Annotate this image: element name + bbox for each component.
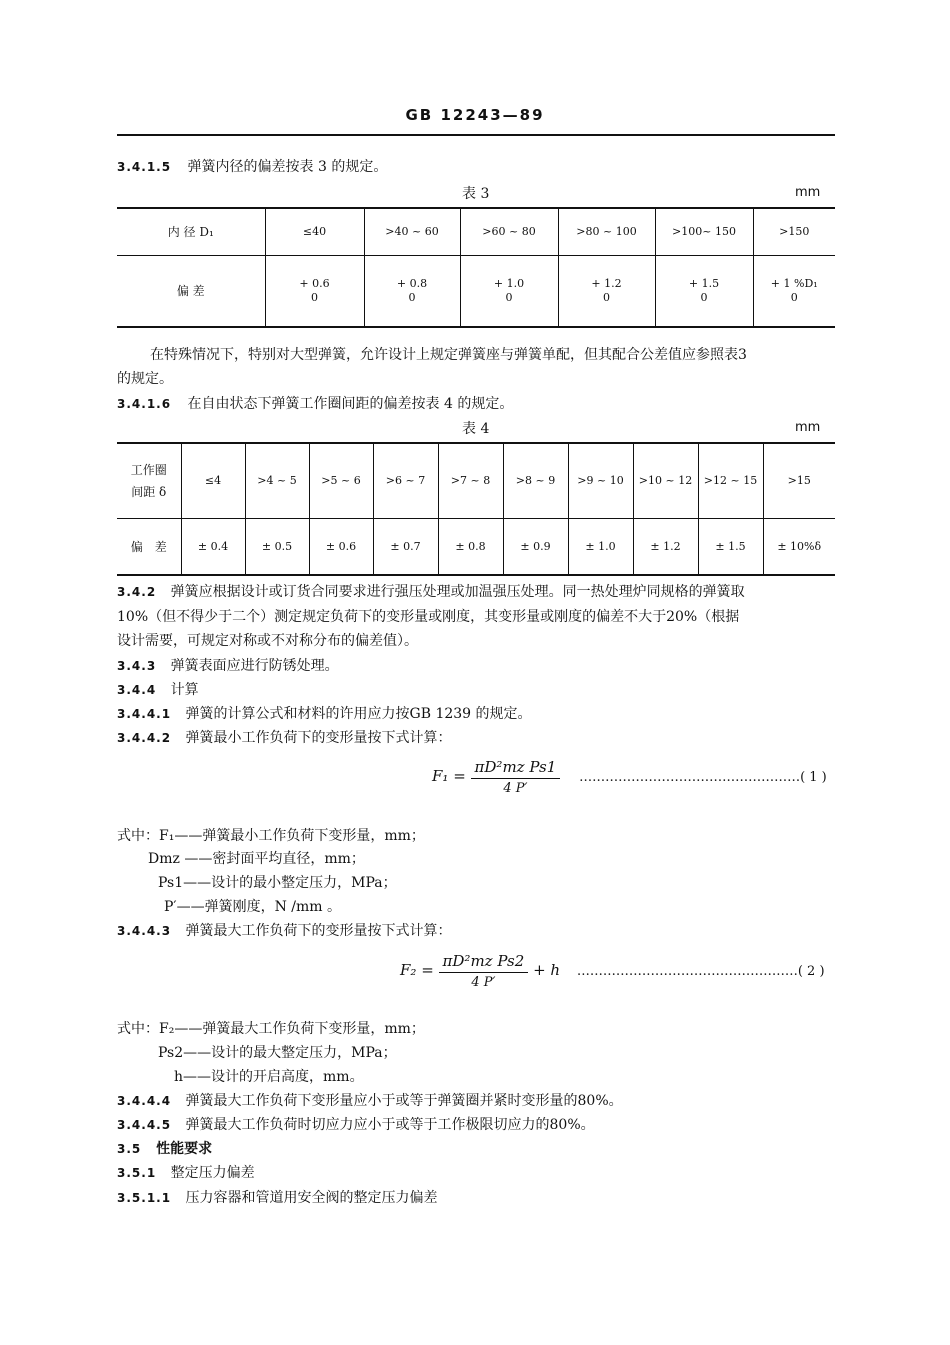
formula-lhs: F₁ = — [432, 767, 466, 785]
clause-text: 弹簧的计算公式和材料的许用应力按GB 1239 的规定。 — [185, 706, 532, 722]
where-item: Ps1——设计的最小整定压力，MPa； — [158, 875, 397, 891]
table3-cell — [265, 255, 364, 327]
clause-number: 3.4.1.6 — [117, 397, 172, 411]
where-intro: 式中： — [117, 828, 159, 844]
clause-number: 3.4.4.1 — [117, 707, 172, 721]
clause-number: 3.4.4 — [117, 683, 157, 697]
clause-text: 压力容器和管道用安全阀的整定压力偏差 — [185, 1190, 438, 1206]
table3-cell: ≤40 — [265, 208, 364, 255]
table4-cell: ± 0.7 — [373, 518, 438, 575]
clause-text: 弹簧表面应进行防锈处理。 — [170, 658, 339, 674]
formula-number: ( 1 ) — [800, 770, 827, 785]
clause-text: 弹簧应根据设计或订货合同要求进行强压处理或加温强压处理。同一热处理炉同规格的弹簧取 — [170, 584, 745, 600]
table3-cell — [753, 255, 835, 327]
table4-cell: >5 ~ 6 — [309, 443, 373, 518]
table4-cell: ± 0.6 — [309, 518, 373, 575]
clause-3-4-4-3 — [117, 920, 452, 940]
clause-3-4-4-5 — [117, 1114, 595, 1134]
clause-3-4-4-1 — [117, 703, 532, 723]
clause-number: 3.4.4.4 — [117, 1094, 172, 1108]
dev-upper: + 1.5 — [688, 276, 720, 290]
table4-row-label-coil-spacing — [117, 443, 181, 518]
formula-leader-dots: …………………………………………… — [579, 770, 801, 785]
formula-denominator: 4 P′ — [503, 781, 528, 796]
table3-unit: mm — [795, 185, 821, 200]
table4-row-label-deviation: 偏 差 — [130, 539, 167, 554]
formula-numerator: πD²mz Ps1 — [471, 758, 561, 779]
table3-cell — [460, 255, 558, 327]
table4-cell: ± 10%δ — [763, 518, 835, 575]
table3-cell: >150 — [753, 208, 835, 255]
where-item: h——设计的开启高度，mm。 — [174, 1069, 364, 1085]
dev-lower: 0 — [790, 290, 798, 304]
table3-cell: >40 ~ 60 — [364, 208, 460, 255]
table4-cell: >9 ~ 10 — [568, 443, 633, 518]
clause-number: 3.5.1.1 — [117, 1191, 172, 1205]
formula-extra-term: + h — [533, 961, 561, 979]
table4-caption: 表 4 — [462, 421, 490, 437]
clause-text: 弹簧最小工作负荷下的变形量按下式计算： — [185, 730, 452, 746]
dev-upper: + 0.6 — [299, 276, 330, 290]
formula-numerator: πD²mz Ps2 — [439, 952, 529, 973]
table3-cell — [364, 255, 460, 327]
table4-cell: ± 1.5 — [698, 518, 763, 575]
clause-number: 3.4.4.2 — [117, 731, 172, 745]
where-block-2-intro — [117, 1018, 425, 1038]
formula-lhs: F₂ = — [400, 961, 434, 979]
table4-cell: ± 0.9 — [503, 518, 568, 575]
table4-cell: ≤4 — [181, 443, 245, 518]
table3-cell — [655, 255, 753, 327]
table3-row-label-inner-diameter: 内 径 D₁ — [117, 208, 265, 255]
label-line: 间距 δ — [131, 484, 167, 499]
clause-number: 3.4.3 — [117, 659, 157, 673]
clause-3-4-1-6 — [117, 393, 513, 413]
table3-row-label-deviation: 偏 差 — [176, 284, 205, 299]
clause-3-4-2-line3: 设计需要，可规定对称或不对称分布的偏差值）。 — [117, 633, 418, 649]
dev-lower: 0 — [311, 290, 318, 304]
table-3 — [117, 207, 835, 328]
paragraph-special-case-line1: 在特殊情况下，特别对大型弹簧，允许设计上规定弹簧座与弹簧单配，但其配合公差值应参照表3 — [150, 347, 747, 363]
clause-3-4-4-4 — [117, 1090, 623, 1110]
table-row — [117, 518, 835, 575]
table4-cell: ± 0.5 — [245, 518, 309, 575]
clause-3-4-1-5 — [117, 156, 387, 176]
table4-unit: mm — [795, 420, 821, 435]
table-row — [117, 208, 835, 255]
table4-cell: >15 — [763, 443, 835, 518]
table-row — [117, 443, 835, 518]
table3-caption: 表 3 — [462, 186, 490, 202]
clause-3-5-1 — [117, 1162, 255, 1182]
dev-upper: + 1 %D₁ — [770, 276, 818, 290]
formula-fraction — [471, 758, 561, 796]
clause-text: 在自由状态下弹簧工作圈间距的偏差按表 4 的规定。 — [187, 396, 514, 412]
formula-denominator: 4 P′ — [471, 975, 496, 990]
paragraph-special-case-line2: 的规定。 — [117, 371, 173, 387]
table4-cell: ± 1.0 — [568, 518, 633, 575]
formula-fraction — [439, 952, 529, 990]
clause-number: 3.4.4.3 — [117, 924, 172, 938]
table4-cell: >7 ~ 8 — [438, 443, 503, 518]
clause-3-5 — [117, 1138, 212, 1158]
table4-cell: ± 1.2 — [633, 518, 698, 575]
table4-cell: >6 ~ 7 — [373, 443, 438, 518]
clause-text: 整定压力偏差 — [170, 1165, 255, 1181]
clause-number: 3.4.2 — [117, 585, 157, 599]
dev-upper: + 1.0 — [493, 276, 525, 290]
formula-leader-dots: …………………………………………… — [576, 964, 798, 979]
clause-text: 弹簧最大工作负荷下的变形量按下式计算： — [185, 923, 452, 939]
table4-cell: >12 ~ 15 — [698, 443, 763, 518]
clause-number: 3.4.4.5 — [117, 1118, 172, 1132]
where-item: F₂——弹簧最大工作负荷下变形量，mm； — [159, 1021, 425, 1037]
clause-number: 3.5 — [117, 1142, 142, 1156]
clause-text: 弹簧最大工作负荷下变形量应小于或等于弹簧圈并紧时变形量的80%。 — [185, 1093, 623, 1109]
dev-upper: + 1.2 — [591, 276, 622, 290]
table4-cell: >4 ~ 5 — [245, 443, 309, 518]
where-item: Dmz ——密封面平均直径，mm； — [148, 851, 365, 867]
formula-number: ( 2 ) — [797, 964, 825, 979]
table-4 — [117, 442, 835, 576]
table3-cell — [558, 255, 655, 327]
table4-cell: ± 0.4 — [181, 518, 245, 575]
dev-lower: 0 — [408, 290, 416, 304]
clause-number: 3.5.1 — [117, 1166, 157, 1180]
table4-cell: ± 0.8 — [438, 518, 503, 575]
clause-text: 弹簧内径的偏差按表 3 的规定。 — [187, 159, 388, 175]
where-intro: 式中： — [117, 1021, 159, 1037]
clause-text: 计算 — [170, 682, 199, 698]
clause-3-5-1-1 — [117, 1187, 438, 1207]
clause-3-4-2 — [117, 581, 745, 601]
header-rule — [117, 134, 835, 136]
where-item: F₁——弹簧最小工作负荷下变形量，mm； — [159, 828, 425, 844]
clause-3-4-4 — [117, 679, 199, 699]
table4-cell: >10 ~ 12 — [633, 443, 698, 518]
clause-number: 3.4.1.5 — [117, 160, 172, 174]
dev-lower: 0 — [700, 290, 708, 304]
table4-cell: >8 ~ 9 — [503, 443, 568, 518]
where-item: Ps2——设计的最大整定压力，MPa； — [158, 1045, 397, 1061]
clause-text: 弹簧最大工作负荷时切应力应小于或等于工作极限切应力的80%。 — [185, 1117, 595, 1133]
table3-cell: >100~ 150 — [655, 208, 753, 255]
dev-lower: 0 — [603, 290, 610, 304]
label-line: 工作圈 — [130, 462, 167, 477]
where-block-1-intro — [117, 825, 425, 845]
table3-cell: >80 ~ 100 — [558, 208, 655, 255]
where-item: P′——弹簧刚度，N /mm 。 — [164, 899, 342, 915]
clause-3-4-2-line2: 10%（但不得少于二个）测定规定负荷下的变形量或刚度，其变形量或刚度的偏差不大于20%（根据 — [117, 609, 740, 625]
formula-1 — [432, 758, 827, 796]
clause-3-4-3 — [117, 655, 339, 675]
dev-lower: 0 — [505, 290, 513, 304]
clause-text: 性能要求 — [156, 1141, 213, 1157]
table-row — [117, 255, 835, 327]
table3-cell: >60 ~ 80 — [460, 208, 558, 255]
clause-3-4-4-2 — [117, 727, 452, 747]
dev-upper: + 0.8 — [396, 276, 428, 290]
formula-2 — [400, 952, 825, 990]
standard-code-header: GB 12243—89 — [405, 106, 545, 124]
